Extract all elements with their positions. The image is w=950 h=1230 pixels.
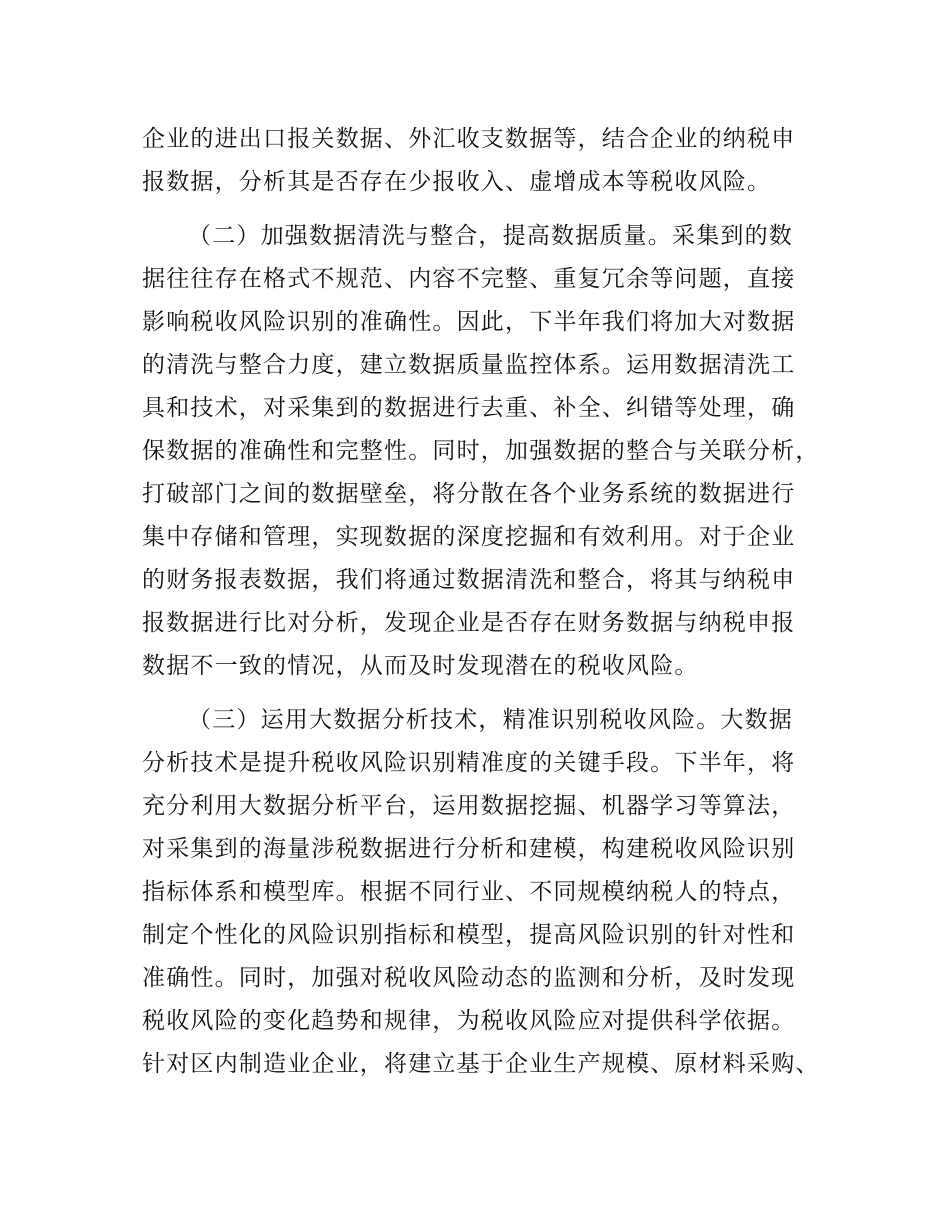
text-line: 针对区内制造业企业，将建立基于企业生产规模、原材料采购、 — [142, 1051, 820, 1077]
text-line: 据往往存在格式不规范、内容不完整、重复冗余等问题，直接 — [142, 266, 796, 292]
text-line: 数据不一致的情况，从而及时发现潜在的税收风险。 — [142, 653, 699, 679]
text-line: 打破部门之间的数据壁垒，将分散在各个业务系统的数据进行 — [142, 481, 796, 507]
text-line: 报数据进行比对分析，发现企业是否存在财务数据与纳税申报 — [142, 610, 796, 636]
text-line: 准确性。同时，加强对税收风险动态的监测和分析，及时发现 — [142, 965, 796, 991]
text-line: 报数据，分析其是否存在少报收入、虚增成本等税收风险。 — [142, 169, 772, 195]
text-line: 集中存储和管理，实现数据的深度挖掘和有效利用。对于企业 — [142, 524, 796, 550]
text-line: 指标体系和模型库。根据不同行业、不同规模纳税人的特点， — [142, 879, 796, 905]
text-line: 影响税收风险识别的准确性。因此，下半年我们将加大对数据 — [142, 309, 796, 335]
text-line: 制定个性化的风险识别指标和模型，提高风险识别的针对性和 — [142, 922, 796, 948]
text-line: 企业的进出口报关数据、外汇收支数据等，结合企业的纳税申 — [142, 126, 796, 152]
text-line: 税收风险的变化趋势和规律，为税收风险应对提供科学依据。 — [142, 1008, 796, 1034]
text-line: 充分利用大数据分析平台，运用数据挖掘、机器学习等算法， — [142, 793, 796, 819]
text-line: 对采集到的海量涉税数据进行分析和建模，构建税收风险识别 — [142, 836, 796, 862]
text-line: 具和技术，对采集到的数据进行去重、补全、纠错等处理，确 — [142, 395, 796, 421]
paragraph-heading-3: （三）运用大数据分析技术，精准识别税收风险。大数据 — [188, 707, 793, 733]
paragraph-heading-2: （二）加强数据清洗与整合，提高数据质量。采集到的数 — [188, 223, 793, 249]
text-line: 的财务报表数据，我们将通过数据清洗和整合，将其与纳税申 — [142, 567, 796, 593]
text-line: 的清洗与整合力度，建立数据质量监控体系。运用数据清洗工 — [142, 352, 796, 378]
text-line: 保数据的准确性和完整性。同时，加强数据的整合与关联分析， — [142, 438, 820, 464]
text-line: 分析技术是提升税收风险识别精准度的关键手段。下半年，将 — [142, 750, 796, 776]
